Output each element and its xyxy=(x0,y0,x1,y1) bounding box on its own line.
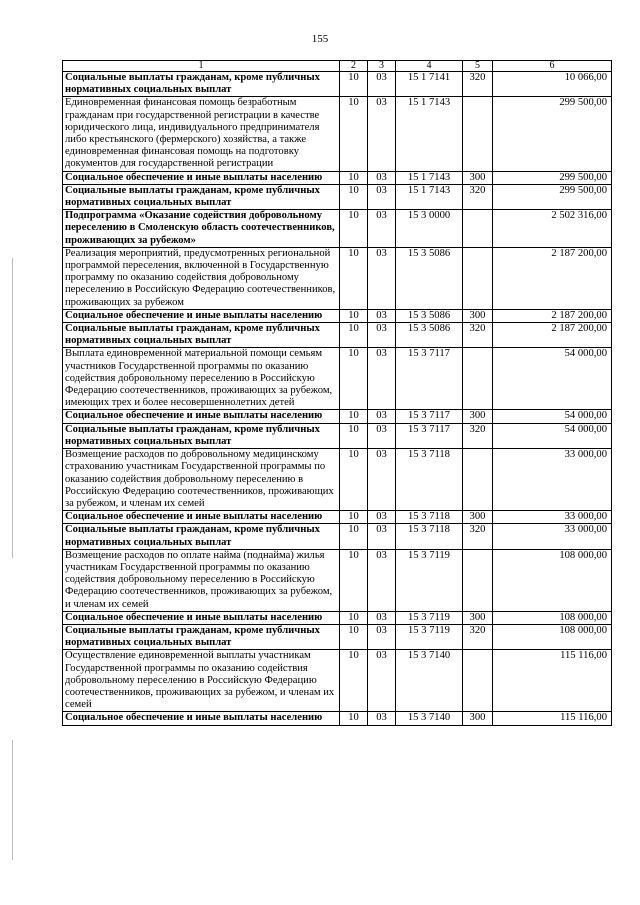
row-expense-type: 300 xyxy=(463,712,493,725)
col-header: 5 xyxy=(463,61,493,72)
row-expense-type: 300 xyxy=(463,171,493,184)
row-name: Социальное обеспечение и иные выплаты населению xyxy=(63,410,340,423)
row-expense-type xyxy=(463,650,493,712)
row-amount: 33 000,00 xyxy=(493,449,612,511)
row-amount: 2 187 200,00 xyxy=(493,323,612,348)
row-subsection: 03 xyxy=(368,184,396,209)
row-expense-type xyxy=(463,549,493,611)
table-row xyxy=(63,247,612,309)
row-target-article: 15 3 0000 xyxy=(396,210,463,248)
row-expense-type xyxy=(463,210,493,248)
row-target-article: 15 3 7119 xyxy=(396,624,463,649)
row-name: Социальное обеспечение и иные выплаты населению xyxy=(63,611,340,624)
table-row xyxy=(63,524,612,549)
row-section: 10 xyxy=(340,549,368,611)
row-amount: 108 000,00 xyxy=(493,611,612,624)
table-row xyxy=(63,348,612,410)
table-row xyxy=(63,624,612,649)
row-amount: 10 066,00 xyxy=(493,72,612,97)
row-subsection: 03 xyxy=(368,611,396,624)
table-row xyxy=(63,712,612,725)
row-expense-type xyxy=(463,247,493,309)
row-target-article: 15 1 7141 xyxy=(396,72,463,97)
row-section: 10 xyxy=(340,72,368,97)
row-subsection: 03 xyxy=(368,210,396,248)
row-amount: 2 187 200,00 xyxy=(493,247,612,309)
row-name: Социальное обеспечение и иные выплаты населению xyxy=(63,511,340,524)
row-expense-type: 320 xyxy=(463,423,493,448)
row-amount: 33 000,00 xyxy=(493,524,612,549)
row-target-article: 15 3 7118 xyxy=(396,511,463,524)
row-expense-type: 320 xyxy=(463,184,493,209)
margin-mark xyxy=(12,258,13,558)
row-amount: 115 116,00 xyxy=(493,712,612,725)
row-name: Реализация мероприятий, предусмотренных региональной программой переселения, включенной в Государственную программу по оказанию содействия добровольному переселению в Российскую Федерацию соотечественников, проживающих за рубежом xyxy=(63,247,340,309)
row-subsection: 03 xyxy=(368,247,396,309)
row-target-article: 15 1 7143 xyxy=(396,184,463,209)
row-amount: 2 502 316,00 xyxy=(493,210,612,248)
table-row xyxy=(63,410,612,423)
row-target-article: 15 3 7117 xyxy=(396,423,463,448)
row-name: Социальные выплаты гражданам, кроме публичных нормативных социальных выплат xyxy=(63,323,340,348)
row-section: 10 xyxy=(340,210,368,248)
row-amount: 2 187 200,00 xyxy=(493,309,612,322)
row-subsection: 03 xyxy=(368,171,396,184)
row-subsection: 03 xyxy=(368,650,396,712)
row-name: Возмещение расходов по добровольному медицинскому страхованию участникам Государственной программы по оказанию содействия добровольному переселению в Российскую Федерацию соотечественников, проживающих за рубежом, и членам их семей xyxy=(63,449,340,511)
row-section: 10 xyxy=(340,348,368,410)
col-header: 1 xyxy=(63,61,340,72)
row-section: 10 xyxy=(340,410,368,423)
row-amount: 115 116,00 xyxy=(493,650,612,712)
row-section: 10 xyxy=(340,624,368,649)
row-name: Социальное обеспечение и иные выплаты населению xyxy=(63,309,340,322)
table-row xyxy=(63,97,612,171)
col-header: 2 xyxy=(340,61,368,72)
row-section: 10 xyxy=(340,511,368,524)
row-subsection: 03 xyxy=(368,410,396,423)
page-number: 155 xyxy=(311,33,329,45)
row-amount: 299 500,00 xyxy=(493,184,612,209)
row-name: Единовременная финансовая помощь безработным гражданам при государственной регистрации в качестве юридического лица, индивидуального предпринимателя либо крестьянского (фермерского) хозяйства, а также единовременная финансовая помощь на подготовку документов для государственной регистрации xyxy=(63,97,340,171)
row-subsection: 03 xyxy=(368,712,396,725)
row-subsection: 03 xyxy=(368,524,396,549)
row-name: Выплата единовременной материальной помощи семьям участников Государственной программы по оказанию содействия добровольному переселению в Российскую Федерацию соотечественников, проживающих за рубежом, имеющих трех и более несовершеннолетних детей xyxy=(63,348,340,410)
table-row xyxy=(63,549,612,611)
header-row xyxy=(63,61,612,72)
row-section: 10 xyxy=(340,171,368,184)
table-row xyxy=(63,210,612,248)
row-name: Возмещение расходов по оплате найма (поднайма) жилья участникам Государственной программы по оказанию содействия добровольному переселению в Российскую Федерацию соотечественников, проживающих за рубежом, и членам их семей xyxy=(63,549,340,611)
row-section: 10 xyxy=(340,184,368,209)
row-target-article: 15 3 7119 xyxy=(396,611,463,624)
table-row xyxy=(63,323,612,348)
row-expense-type: 300 xyxy=(463,511,493,524)
table-row xyxy=(63,309,612,322)
col-header: 6 xyxy=(493,61,612,72)
row-name: Подпрограмма «Оказание содействия добровольному переселению в Смоленскую область соотечественников, проживающих за рубежом» xyxy=(63,210,340,248)
row-target-article: 15 3 7117 xyxy=(396,348,463,410)
row-subsection: 03 xyxy=(368,511,396,524)
row-expense-type: 320 xyxy=(463,524,493,549)
row-name: Социальное обеспечение и иные выплаты населению xyxy=(63,712,340,725)
row-name: Социальные выплаты гражданам, кроме публичных нормативных социальных выплат xyxy=(63,72,340,97)
row-target-article: 15 3 5086 xyxy=(396,247,463,309)
row-section: 10 xyxy=(340,423,368,448)
table-row xyxy=(63,184,612,209)
row-subsection: 03 xyxy=(368,423,396,448)
row-section: 10 xyxy=(340,97,368,171)
row-name: Социальные выплаты гражданам, кроме публичных нормативных социальных выплат xyxy=(63,524,340,549)
row-subsection: 03 xyxy=(368,624,396,649)
row-target-article: 15 3 7118 xyxy=(396,449,463,511)
table-row xyxy=(63,72,612,97)
table-body xyxy=(63,72,612,726)
row-name: Социальное обеспечение и иные выплаты населению xyxy=(63,171,340,184)
row-section: 10 xyxy=(340,650,368,712)
table-row xyxy=(63,611,612,624)
row-name: Осуществление единовременной выплаты участникам Государственной программы по оказанию содействия добровольному переселению в Российскую Федерацию соотечественников, проживающих за рубежом, и членам их семей xyxy=(63,650,340,712)
row-subsection: 03 xyxy=(368,97,396,171)
row-amount: 54 000,00 xyxy=(493,348,612,410)
row-subsection: 03 xyxy=(368,348,396,410)
row-target-article: 15 1 7143 xyxy=(396,171,463,184)
row-subsection: 03 xyxy=(368,323,396,348)
row-section: 10 xyxy=(340,611,368,624)
row-expense-type: 300 xyxy=(463,611,493,624)
row-subsection: 03 xyxy=(368,449,396,511)
margin-mark xyxy=(12,740,13,860)
row-name: Социальные выплаты гражданам, кроме публичных нормативных социальных выплат xyxy=(63,423,340,448)
row-expense-type xyxy=(463,449,493,511)
row-target-article: 15 3 7117 xyxy=(396,410,463,423)
col-header: 3 xyxy=(368,61,396,72)
row-name: Социальные выплаты гражданам, кроме публичных нормативных социальных выплат xyxy=(63,184,340,209)
row-target-article: 15 3 7140 xyxy=(396,712,463,725)
row-section: 10 xyxy=(340,309,368,322)
row-amount: 108 000,00 xyxy=(493,624,612,649)
row-section: 10 xyxy=(340,449,368,511)
row-target-article: 15 3 5086 xyxy=(396,309,463,322)
row-target-article: 15 3 5086 xyxy=(396,323,463,348)
row-expense-type xyxy=(463,97,493,171)
row-expense-type: 320 xyxy=(463,624,493,649)
table-row xyxy=(63,511,612,524)
row-target-article: 15 1 7143 xyxy=(396,97,463,171)
row-expense-type: 320 xyxy=(463,72,493,97)
row-section: 10 xyxy=(340,712,368,725)
table-row xyxy=(63,171,612,184)
row-amount: 299 500,00 xyxy=(493,171,612,184)
row-section: 10 xyxy=(340,323,368,348)
row-amount: 54 000,00 xyxy=(493,423,612,448)
row-target-article: 15 3 7118 xyxy=(396,524,463,549)
row-subsection: 03 xyxy=(368,72,396,97)
row-expense-type: 300 xyxy=(463,410,493,423)
row-subsection: 03 xyxy=(368,309,396,322)
row-section: 10 xyxy=(340,524,368,549)
row-section: 10 xyxy=(340,247,368,309)
row-expense-type: 300 xyxy=(463,309,493,322)
row-expense-type xyxy=(463,348,493,410)
row-target-article: 15 3 7119 xyxy=(396,549,463,611)
row-subsection: 03 xyxy=(368,549,396,611)
row-amount: 299 500,00 xyxy=(493,97,612,171)
row-amount: 54 000,00 xyxy=(493,410,612,423)
row-target-article: 15 3 7140 xyxy=(396,650,463,712)
table-row xyxy=(63,449,612,511)
row-amount: 108 000,00 xyxy=(493,549,612,611)
table-row xyxy=(63,650,612,712)
row-name: Социальные выплаты гражданам, кроме публичных нормативных социальных выплат xyxy=(63,624,340,649)
row-expense-type: 320 xyxy=(463,323,493,348)
budget-table xyxy=(62,60,612,726)
col-header: 4 xyxy=(396,61,463,72)
row-amount: 33 000,00 xyxy=(493,511,612,524)
table-row xyxy=(63,423,612,448)
